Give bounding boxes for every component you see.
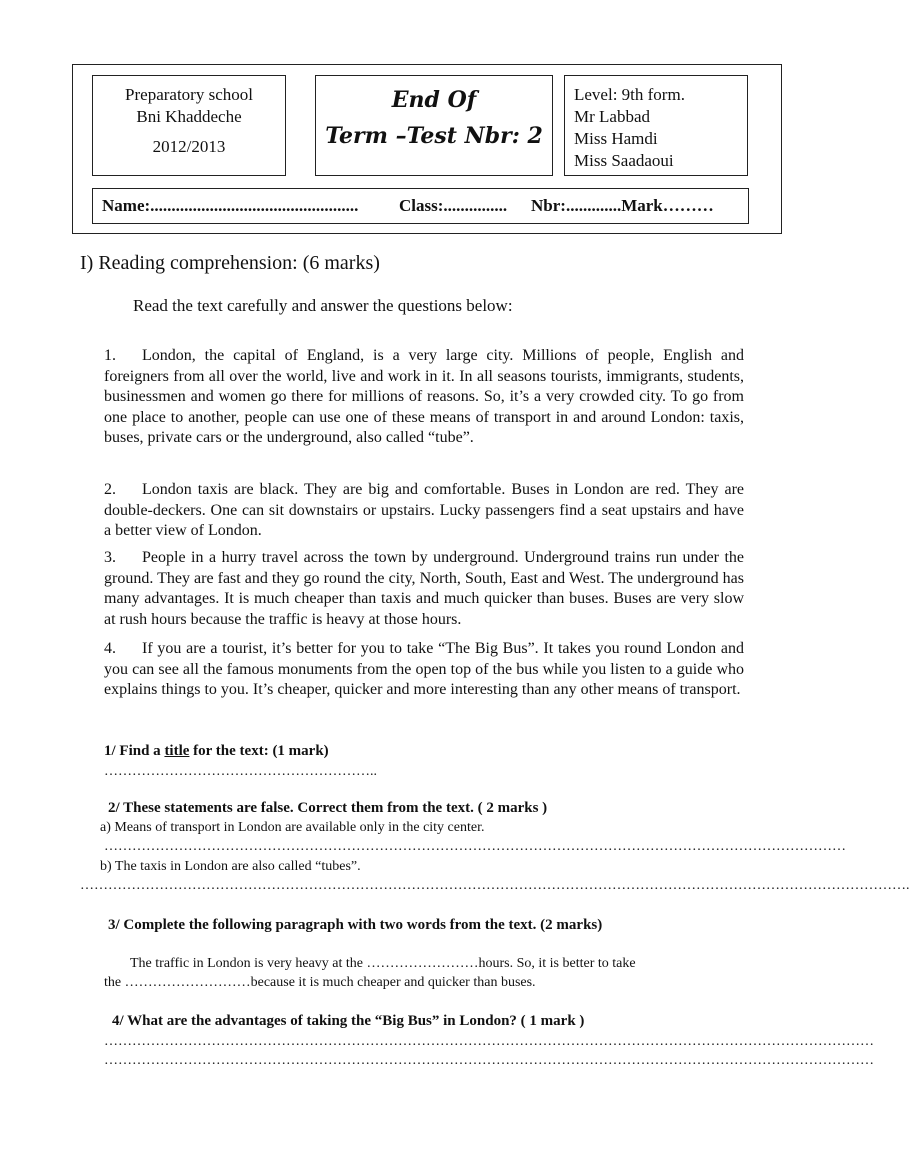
completion-line-2: the ………………………because it is much cheaper and quicker than buses. xyxy=(104,975,536,990)
test-title-line2: Term –Test Nbr: 2 xyxy=(325,123,543,149)
school-name: Preparatory school xyxy=(125,85,253,104)
test-title-box xyxy=(315,75,553,176)
question-1: 1/ Find a title for the text: (1 mark) xyxy=(104,743,329,759)
test-title-line1: End Of xyxy=(391,87,477,113)
teacher-name: Miss Hamdi xyxy=(574,129,658,148)
reading-paragraph: 2. London taxis are black. They are big and comfortable. Buses in London are red. They are double-deckers. One can sit downstairs or upstairs. Lucky passengers find a seat upstairs and have a better view of London. xyxy=(104,481,744,540)
instruction-text: Read the text carefully and answer the questions below: xyxy=(133,296,513,315)
answer-line[interactable]: …………………………………………………………………………………………………………………………………………… xyxy=(104,839,846,854)
reading-paragraph: 1. London, the capital of England, is a very large city. Millions of people, English and foreigners from all over the world, live and work in it. In all seasons tourists, immigrants, students, businessmen and women go there for millions of reasons. So, it’s a very crowded city. To go from one place to another, people can use one of these means of transport in and around London: taxis, buses, private cars or the underground, also called “tube”. xyxy=(104,347,744,447)
level-label: Level: 9th form. xyxy=(574,85,685,104)
nbr-mark-field[interactable]: Nbr:.............Mark……… xyxy=(531,196,714,215)
question-2: 2/ These statements are false. Correct them from the text. ( 2 marks ) xyxy=(108,800,548,816)
teacher-name: Miss Saadaoui xyxy=(574,151,674,170)
class-field[interactable]: Class:............... xyxy=(399,196,508,215)
school-year: 2012/2013 xyxy=(152,137,226,156)
section-heading: I) Reading comprehension: (6 marks) xyxy=(80,252,380,274)
name-field[interactable]: Name:................................................. xyxy=(102,196,359,215)
level-teachers-box xyxy=(564,75,748,176)
question-3: 3/ Complete the following paragraph with two words from the text. (2 marks) xyxy=(108,917,603,933)
statement-b: b) The taxis in London are also called “tubes”. xyxy=(100,859,361,874)
answer-line[interactable]: ………………………………………………….. xyxy=(104,764,377,779)
completion-line-1: The traffic in London is very heavy at the ……………………hours. So, it is better to take xyxy=(130,956,636,971)
question-4: 4/ What are the advantages of taking the “Big Bus” in London? ( 1 mark ) xyxy=(112,1013,585,1029)
student-info-row xyxy=(92,188,749,224)
answer-line[interactable]: ………………………………………………………………………………………………………………………………………………… xyxy=(104,1053,874,1068)
answer-line[interactable]: ………………………………………………………………………………………………………………………………………………… xyxy=(104,1034,874,1049)
answer-line[interactable]: ……………………………………………………………………………………………………………………………………………………………. xyxy=(80,878,910,893)
reading-paragraph: 3. People in a hurry travel across the town by underground. Underground trains run under the ground. They are fast and they go round the city, North, South, East and West. The underground has many advantages. It is much cheaper than taxis and much quicker than buses. Buses are very slow at rush hours because the traffic is heavy at those hours. xyxy=(104,549,744,628)
school-info-box xyxy=(92,75,286,176)
school-town: Bni Khaddeche xyxy=(136,107,242,126)
statement-a: a) Means of transport in London are available only in the city center. xyxy=(100,820,485,835)
reading-paragraph: 4. If you are a tourist, it’s better for you to take “The Big Bus”. It takes you round London and you can see all the famous monuments from the open top of the bus while you listen to a guide who explains things to you. It’s cheaper, quicker and more interesting than any other means of transport. xyxy=(104,640,744,699)
teacher-name: Mr Labbad xyxy=(574,107,651,126)
